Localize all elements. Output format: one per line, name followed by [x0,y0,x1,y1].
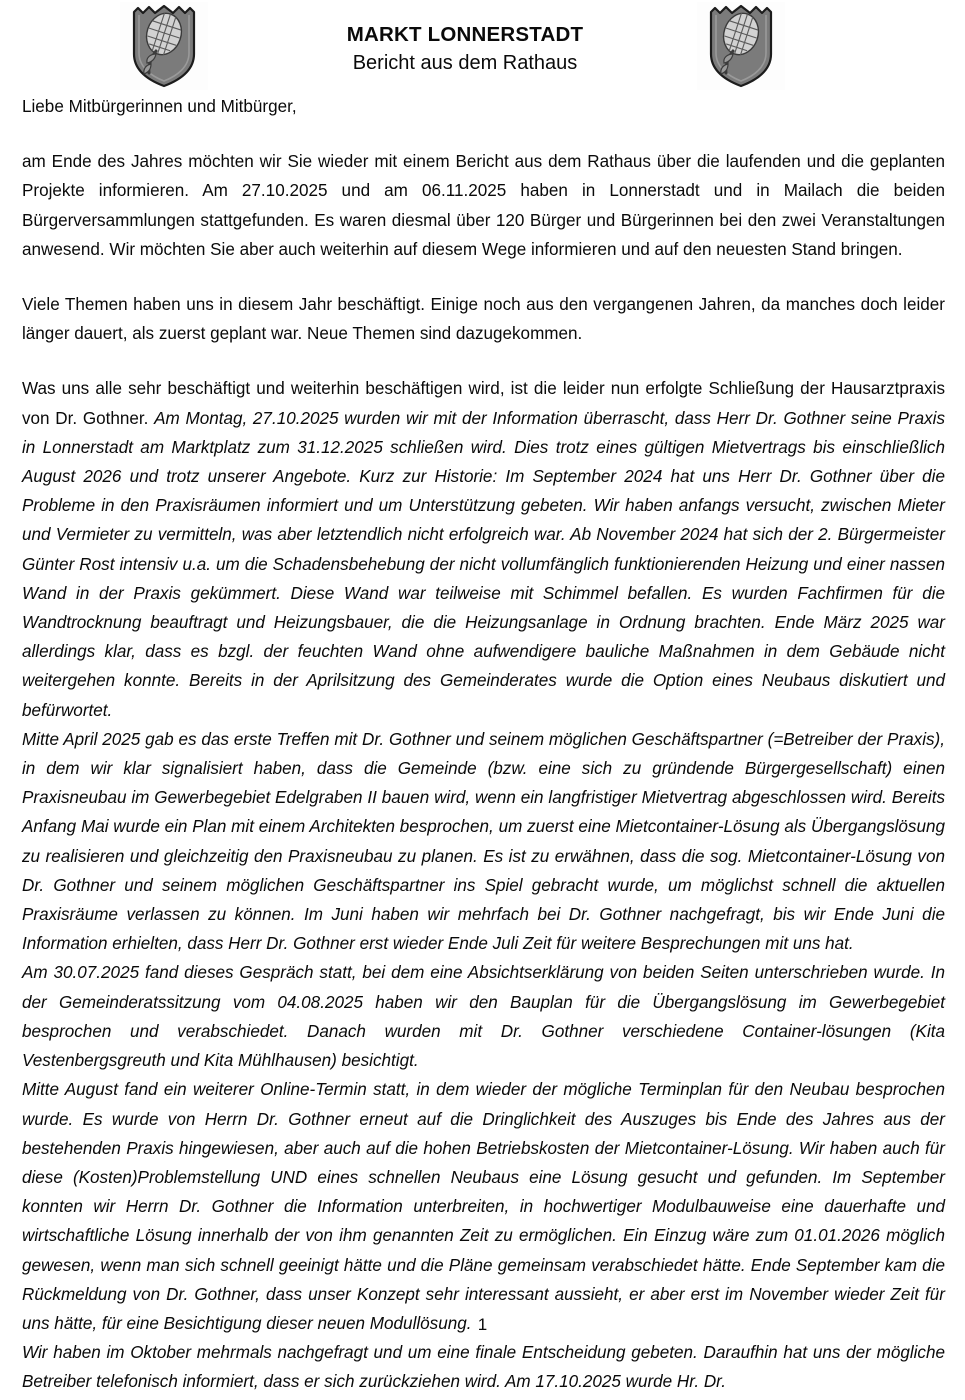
page-number: 1 [477,1315,488,1334]
paragraph-praxis-closure-italic-run: Am Montag, 27.10.2025 wurden wir mit der Information überrascht, dass Herr Dr. Gothner seine Praxis in Lonnerstadt am Marktplatz zum 31.12.2025 schließen wird. Dies trotz eines gültigen Mietvertrags bis einschließlich August 2026 und trotz unserer Angebote. Kurz zur Historie: Im September 2024 hat uns Herr Dr. Gothner über die Probleme in den Praxisräumen informiert und um Unterstützung gebeten. Wir haben anfangs versucht, zwischen Mieter und Vermieter zu vermitteln, was aber letztendlich nicht erfolgreich war. Ab November 2024 hat sich der 2. Bürgermeister Günter Rost intensiv u.a. um die Schadensbehebung der nicht vollumfänglich funktionierenden Heizung und einer nassen Wand in der Praxis gekümmert. Diese Wand war teilweise mit Schimmel befallen. Es wurden Fachfirmen für die Wandtrocknung beauftragt und Heizungsbauer, die die Heizungsanlage in Ordnung brachten. Ende März 2025 war allerdings klar, dass es bzgl. der feuchten Wand ohne aufwendigere bauliche Maßnahmen in dem Gebäude nicht weitergehen konnte. Bereits in der Aprilsitzung des Gemeinderates wurde die Option eines Neubaus diskutiert und befürwortet. [22,408,945,720]
document-header [0,0,965,92]
paragraph-october-decision: Wir haben im Oktober mehrmals nachgefragt und um eine finale Entscheidung gebeten. Daraufhin hat uns der mögliche Betreiber telefonisch informiert, dass er sich zurückziehen wird. Am 17.10.2025 wurde Hr. Dr. [22,1343,945,1392]
coat-of-arms-icon-right [697,2,785,90]
paragraph-april-meeting: Mitte April 2025 gab es das erste Treffen mit Dr. Gothner und seinem möglichen Geschäftspartner (=Betreiber der Praxis), in dem wir klar signalisiert haben, dass die Gemeinde (bzw. eine sich zu gründende Bürgergesellschaft) einen Praxisneubau im Gewerbegebiet Edelgraben II bauen wird, wenn ein langfristiger Mietvertrag abgeschlossen wird. Bereits Anfang Mai wurde ein Plan mit einem Architekten besprochen, um zuerst eine Mietcontainer-Lösung als Übergangslösung zu realisieren und gleichzeitig den Praxisneubau zu planen. Es ist zu erwähnen, dass die sog. Mietcontainer-Lösung von Dr. Gothner und seinem möglichen Geschäftspartner ins Spiel gebracht wurde, um möglichst schnell die aktuellen Praxisräume verlassen zu können. Im Juni haben wir mehrfach bei Dr. Gothner nachgefragt, bis wir Ende Juni die Information erhielten, dass Herr Dr. Gothner erst wieder Ende Juli Zeit für weitere Besprechungen mit uns hat. [22,729,945,954]
paragraph-themes: Viele Themen haben uns in diesem Jahr beschäftigt. Einige noch aus den vergangenen Jahren, da manches doch leider länger dauert, als zuerst geplant war. Neue Themen sind dazugekommen. [22,295,945,344]
header-title-block [250,22,680,76]
coat-of-arms-icon-left [120,2,208,90]
paragraph-july-agreement: Am 30.07.2025 fand dieses Gespräch statt, bei dem eine Absichtserklärung von beiden Seiten unterschrieben wurde. In der Gemeinderatssitzung vom 04.08.2025 haben wir den Bauplan für die Übergangslösung im Gewerbegebiet besprochen und verabschiedet. Danach wurden mit Dr. Gothner verschiedene Container-lösungen (Kita Vestenbergsgreuth und Kita Mühlhausen) besichtigt. [22,963,945,1071]
paragraph-intro: am Ende des Jahres möchten wir Sie wieder mit einem Bericht aus dem Rathaus über die laufenden und die geplanten Projekte informieren. Am 27.10.2025 und am 06.11.2025 haben in Lonnerstadt und in Mailach die beiden Bürgerversammlungen stattgefunden. Es waren diesmal über 120 Bürger und Bürgerinnen bei den zwei Veranstaltungen anwesend. Wir möchten Sie aber auch weiterhin auf diesem Wege informieren und auf den neuesten Stand bringen. [22,152,945,259]
page-subtitle: Bericht aus dem Rathaus [352,51,578,74]
paragraph-praxis-closure [22,374,945,724]
salutation-line: Liebe Mitbürgerinnen und Mitbürger, [22,97,297,116]
paragraph-august-online-termin: Mitte August fand ein weiterer Online-Termin statt, in dem wieder der mögliche Terminplan für den Neubau besprochen wurde. Es wurde von Herrn Dr. Gothner erneut auf die Dringlichkeit des Auszuges bis Ende des Jahres aus der bestehenden Praxis hingewiesen, aber auch auf die hohen Betriebskosten der Mietcontainer-Lösung. Wir haben auch für diese (Kosten)Problemstellung UND eines schnellen Neubaus eine Lösung gesucht und gefunden. Im September konnten wir Herrn Dr. Gothner die Information unterbreiten, in hochwertiger Modulbauweise eine dauerhafte und wirtschaftliche Lösung innerhalb der von ihm genannten Zeit zu ermöglichen. Ein Einzug wäre zum 01.01.2026 möglich gewesen, wenn man sich schnell geeinigt hätte und die Pläne gemeinsam verabschiedet hätte. Ende September kam die Rückmeldung von Dr. Gothner, dass unser Konzept sehr interessant aussieht, er aber erst im November wieder Zeit für uns hätte, für eine Besichtigung dieser neuen Modullösung. [22,1080,945,1333]
page-title: MARKT LONNERSTADT [346,23,584,46]
paragraph-praxis-closure-normal-run: Was uns alle sehr beschäftigt und weiterhin beschäftigen wird, ist die leider nun erfolgte Schließung der Hausarztpraxis von Dr. Gothner. [22,379,945,428]
document-body [22,92,945,1397]
